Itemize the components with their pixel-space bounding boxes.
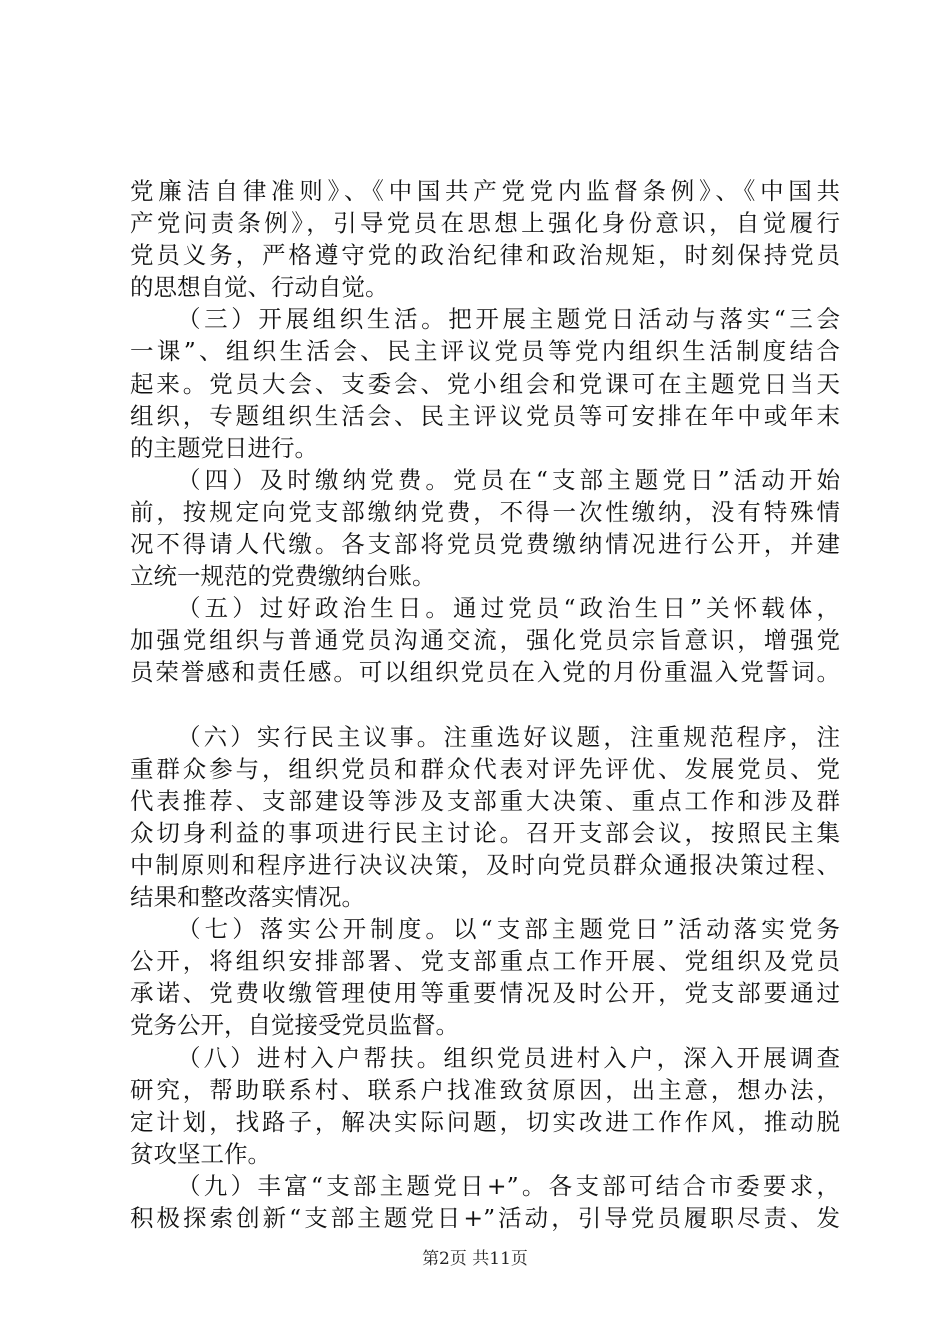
text-line: 起来。党员大会、支委会、党小组会和党课可在主题党日当天 (130, 369, 840, 398)
paragraph-9-start: （九）丰富“支部主题党日+”。各支部可结合市委要求， (177, 1171, 840, 1200)
text-line: 承诺、党费收缴管理使用等重要情况及时公开，党支部要通过 (130, 979, 840, 1008)
paragraph-6-start: （六）实行民主议事。注重选好议题，注重规范程序，注 (177, 722, 840, 751)
text-line: 员荣誉感和责任感。可以组织党员在入党的月份重温入党誓词。 (130, 658, 840, 687)
text-line: 代表推荐、支部建设等涉及支部重大决策、重点工作和涉及群 (130, 786, 840, 815)
paragraph-gap (130, 689, 840, 721)
page-number-footer: 第2页 共11页 (422, 1249, 528, 1269)
text-line: 的主题党日进行。 (130, 433, 318, 462)
text-line: 党务公开，自觉接受党员监督。 (130, 1011, 459, 1040)
text-line: 众切身利益的事项进行民主讨论。召开支部会议，按照民主集 (130, 818, 840, 847)
text-line: 况不得请人代缴。各支部将党员党费缴纳情况进行公开，并建 (130, 530, 840, 559)
text-line: 立统一规范的党费缴纳台账。 (130, 562, 436, 591)
text-line: 中制原则和程序进行决议决策，及时向党员群众通报决策过程、 (130, 850, 840, 879)
text-line: 一课”、组织生活会、民主评议党员等党内组织生活制度结合 (130, 337, 840, 366)
text-line: 重群众参与，组织党员和群众代表对评先评优、发展党员、党 (130, 754, 840, 783)
text-line: 前，按规定向党支部缴纳党费，不得一次性缴纳，没有特殊情 (130, 497, 840, 526)
paragraph-7-start: （七）落实公开制度。以“支部主题党日”活动落实党务 (177, 915, 840, 944)
paragraph-8-start: （八）进村入户帮扶。组织党员进村入户，深入开展调查 (177, 1043, 840, 1072)
paragraph-5-start: （五）过好政治生日。通过党员“政治生日”关怀载体， (177, 594, 840, 623)
text-line: 结果和整改落实情况。 (130, 883, 365, 912)
text-line: 积极探索创新“支部主题党日+”活动，引导党员履职尽责、发 (130, 1204, 840, 1232)
text-line: 研究，帮助联系村、联系户找准致贫原因，出主意，想办法， (130, 1075, 840, 1104)
text-line: 加强党组织与普通党员沟通交流，强化党员宗旨意识，增强党 (130, 626, 840, 655)
text-line: 党廉洁自律准则》、《中国共产党党内监督条例》、《中国共 (130, 177, 840, 205)
text-line: 贫攻坚工作。 (130, 1139, 271, 1168)
paragraph-4-start: （四）及时缴纳党费。党员在“支部主题党日”活动开始 (177, 465, 840, 494)
text-line: 党员义务，严格遵守党的政治纪律和政治规矩，时刻保持党员 (130, 241, 840, 270)
text-line: 的思想自觉、行动自觉。 (130, 273, 389, 302)
paragraph-3-start: （三）开展组织生活。把开展主题党日活动与落实“三会 (177, 305, 840, 334)
text-line: 组织，专题组织生活会、民主评议党员等可安排在年中或年末 (130, 401, 840, 430)
document-body (130, 175, 840, 1234)
text-line: 产党问责条例》，引导党员在思想上强化身份意识，自觉履行 (130, 209, 840, 238)
text-line: 公开，将组织安排部署、党支部重点工作开展、党组织及党员 (130, 947, 840, 976)
text-line: 定计划，找路子，解决实际问题，切实改进工作作风，推动脱 (130, 1107, 840, 1136)
